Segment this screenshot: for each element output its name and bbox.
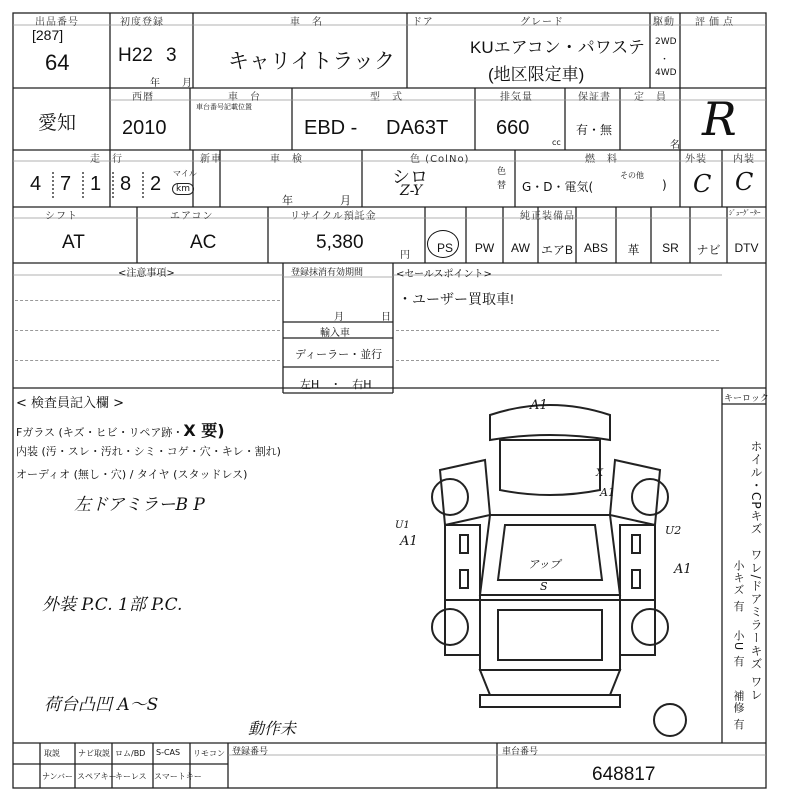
check-smart-key: スマートキー bbox=[154, 772, 202, 781]
color-code: Z-Y bbox=[400, 183, 423, 199]
color-label: 色 (ColNo) bbox=[410, 154, 470, 165]
option-leather: 革 bbox=[627, 243, 640, 257]
new-car-label: 新車 bbox=[200, 154, 222, 165]
fglass-text: Fガラス (キズ・ヒビ・リペア跡・ bbox=[16, 426, 184, 439]
capacity-unit: 名 bbox=[670, 140, 680, 151]
damage-mark-roof: アップ bbox=[528, 558, 561, 571]
right-panel-main: ホイル・CPキズ ワレ/ドアミラーキズ ワレ bbox=[749, 440, 763, 702]
shaken-month-unit: 月 bbox=[340, 194, 351, 207]
drive-dot: ・ bbox=[660, 55, 670, 65]
option-sr: SR bbox=[662, 241, 679, 255]
check-keyless: キーレス bbox=[115, 772, 147, 781]
shaken-year-unit: 年 bbox=[282, 194, 293, 207]
option-abs: ABS bbox=[583, 241, 608, 255]
option-aw: AW bbox=[511, 241, 530, 255]
mileage-label: 走 行 bbox=[90, 154, 123, 165]
check-navi-manual: ナビ取説 bbox=[78, 749, 110, 758]
grade-line1: KUエアコン・パワステ bbox=[470, 38, 645, 57]
tokushu-label: ｼﾞｭｰｸﾞｰﾀｰ bbox=[729, 209, 761, 217]
dealer-parallel: ディーラー・並行 bbox=[295, 348, 383, 361]
body-number: 648817 bbox=[592, 764, 656, 785]
handle-position: 左H ・ 右H bbox=[300, 378, 372, 391]
damage-mark-a1: A1 bbox=[600, 486, 615, 499]
fglass-mark: X 要) bbox=[183, 421, 225, 440]
inspector-line1 bbox=[16, 418, 225, 441]
aircon-label: エアコン bbox=[170, 211, 214, 222]
mileage-digit-1: 4 bbox=[30, 173, 42, 195]
car-name-label: 車 名 bbox=[290, 17, 323, 28]
recycle-label: リサイクル預託金 bbox=[290, 211, 377, 222]
option-dtv: DTV bbox=[734, 241, 759, 255]
seireki-label: 西暦 bbox=[132, 92, 154, 103]
lot-number: 64 bbox=[45, 50, 70, 75]
sales-point: ・ユーザー買取車! bbox=[398, 291, 514, 307]
key-lock-label: キーロック bbox=[724, 394, 769, 404]
inspector-line3: オーディオ (無し・穴) / タイヤ (スタッドレス) bbox=[16, 468, 248, 481]
option-airbag: エアB bbox=[540, 243, 573, 257]
car-name: キャリイトラック bbox=[228, 50, 395, 73]
warranty-label: 保証書 bbox=[578, 92, 611, 103]
damage-mark-mirror: X bbox=[596, 468, 604, 479]
exterior-grade: C bbox=[693, 170, 712, 198]
option-navi: ナビ bbox=[696, 243, 721, 257]
shift-value: AT bbox=[62, 232, 85, 253]
chassis-sub: 車台番号記載位置 bbox=[196, 103, 252, 111]
drive-label: 駆動 bbox=[653, 17, 675, 28]
handwritten-note-4: 動作未 bbox=[248, 719, 297, 738]
model-prefix: EBD - bbox=[304, 117, 358, 139]
lot-bracket: [287] bbox=[32, 27, 64, 43]
reg-expiry-label: 登録抹消有効期間 bbox=[291, 268, 364, 278]
check-scas: S-CAS bbox=[156, 748, 181, 757]
grade-line2: (地区限定車) bbox=[488, 65, 585, 84]
option-ps: PS bbox=[436, 241, 453, 255]
score-label: 評価点 bbox=[695, 17, 737, 28]
damage-mark-u1: U1 bbox=[395, 520, 410, 531]
interior-label: 内装 bbox=[733, 154, 755, 165]
mileage-unit-km: km bbox=[172, 183, 194, 195]
mileage-digit-5: 2 bbox=[150, 173, 162, 195]
shaken-label: 車 検 bbox=[270, 154, 303, 165]
sales-point-label: <セールスポイント> bbox=[396, 269, 492, 280]
model-label: 型 式 bbox=[370, 92, 403, 103]
handwritten-note-3: 荷台凸凹 A〜S bbox=[44, 695, 159, 715]
cc-unit: cc bbox=[552, 138, 561, 147]
reg-number-label: 登録番号 bbox=[232, 747, 269, 757]
check-rom: ロム/BD bbox=[115, 749, 146, 758]
door-label: ドア bbox=[412, 17, 434, 28]
month-unit: 月 bbox=[182, 78, 192, 89]
damage-mark-left: A1 bbox=[400, 534, 418, 549]
import-label: 輸入車 bbox=[320, 328, 350, 339]
first-reg-month: 3 bbox=[166, 45, 177, 66]
option-pw: PW bbox=[474, 241, 495, 255]
first-reg-label: 初度登録 bbox=[120, 17, 164, 28]
equipment-label: 純正装備品 bbox=[520, 211, 575, 222]
aircon-value: AC bbox=[190, 232, 217, 253]
damage-mark-hood: A1 bbox=[530, 398, 548, 413]
yen-unit: 円 bbox=[400, 250, 410, 261]
drive-2wd: 2WD bbox=[655, 37, 677, 47]
fuel-close: ) bbox=[662, 178, 667, 192]
body-number-label: 車台番号 bbox=[502, 747, 539, 757]
mileage-digit-3: 1 bbox=[90, 173, 102, 195]
seireki: 2010 bbox=[122, 117, 167, 139]
warranty-options: 有・無 bbox=[576, 123, 613, 137]
handwritten-note-1: 左ドアミラーB P bbox=[74, 495, 205, 515]
check-spare-key: スペアキー bbox=[77, 772, 117, 781]
reg-day: 日 bbox=[381, 312, 391, 323]
right-panel-sub2: 小U 有 bbox=[732, 630, 745, 668]
recycle-value: 5,380 bbox=[316, 232, 364, 253]
exterior-label: 外装 bbox=[685, 154, 707, 165]
check-remote: リモコン bbox=[193, 749, 225, 758]
handwritten-note-2: 外装 P.C. 1部 P.C. bbox=[42, 595, 183, 615]
color-change-label: 色替 bbox=[497, 167, 507, 191]
chassis-label: 車 台 bbox=[228, 92, 261, 103]
year-unit: 年 bbox=[150, 78, 160, 89]
check-number: ナンバー bbox=[42, 772, 74, 781]
grade-label: グレード bbox=[520, 17, 564, 28]
check-manual: 取説 bbox=[44, 749, 60, 758]
color-value: シロ bbox=[392, 167, 428, 187]
damage-mark-right: A1 bbox=[674, 562, 692, 577]
displacement-label: 排気量 bbox=[500, 92, 533, 103]
right-panel-sub3: 補修 有 bbox=[732, 690, 745, 731]
inspector-line2 bbox=[16, 443, 281, 459]
shift-label: シフト bbox=[45, 211, 78, 222]
fuel-label: 燃 料 bbox=[585, 154, 618, 165]
mileage-unit-mile: マイル bbox=[173, 169, 197, 178]
interior-grade: C bbox=[735, 168, 754, 196]
mileage-digit-4: 8 bbox=[120, 173, 132, 195]
caution-label: <注意事項> bbox=[118, 268, 175, 279]
damage-mark-u2: U2 bbox=[665, 524, 682, 537]
damage-mark-s: S bbox=[540, 580, 548, 593]
fuel-other-label: その他 bbox=[620, 171, 644, 180]
right-panel-sub1: 小キズ 有 bbox=[732, 560, 745, 613]
mileage-digit-2: 7 bbox=[60, 173, 72, 195]
reg-month: 月 bbox=[334, 312, 344, 323]
drive-4wd: 4WD bbox=[655, 68, 677, 78]
displacement: 660 bbox=[496, 117, 530, 139]
interior-text: 内装 (汚・スレ・汚れ・シミ・コゲ・穴・キレ・ bbox=[16, 445, 255, 458]
exhibit-no-label: 出品番号 bbox=[35, 17, 79, 28]
score-value: R bbox=[702, 92, 737, 146]
fuel-options: G・D・電気( bbox=[522, 180, 594, 194]
region: 愛知 bbox=[38, 113, 77, 134]
era-year: H22 bbox=[118, 45, 153, 66]
capacity-label: 定 員 bbox=[634, 92, 667, 103]
inspector-title: < 検査員記入欄 > bbox=[16, 396, 125, 411]
model: DA63T bbox=[386, 117, 449, 139]
interior-mark: 割れ) bbox=[254, 445, 281, 458]
